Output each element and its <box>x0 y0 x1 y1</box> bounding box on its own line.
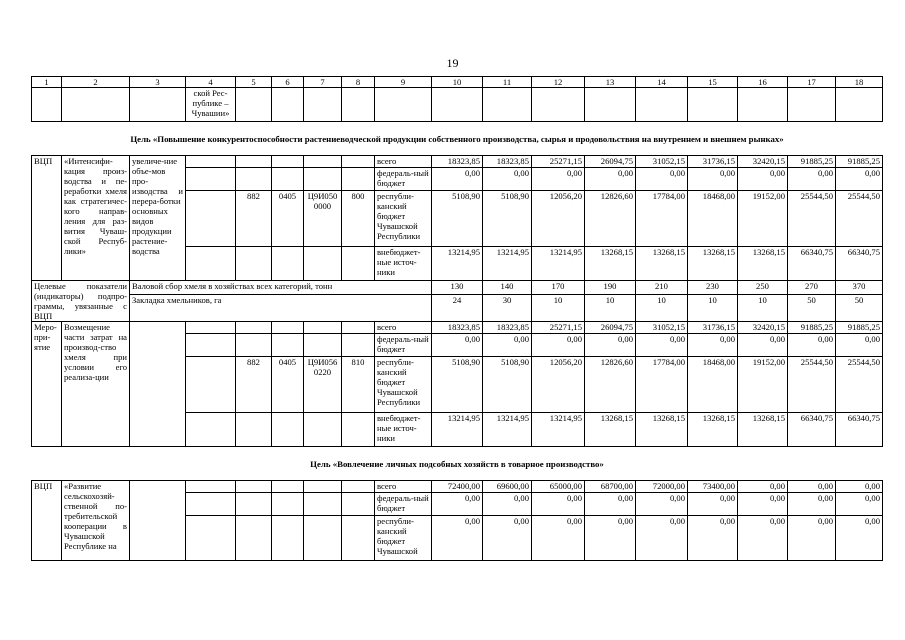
table-cell <box>342 481 375 493</box>
table-cell <box>236 322 272 334</box>
table-cell <box>130 88 186 122</box>
indicator-value: 130 <box>432 281 483 295</box>
vcp2-label: ВЦП <box>32 481 62 561</box>
table-cell <box>130 481 186 561</box>
table-cell <box>304 493 342 516</box>
indicator-name: Валовой сбор хмеля в хозяйствах всех категорий, тонн <box>130 281 432 295</box>
grbs-code: 882 <box>236 191 272 247</box>
indicator-value: 10 <box>636 295 688 322</box>
value-cell: 0,00 <box>688 516 738 561</box>
table-cell <box>186 168 236 191</box>
value-cell: 5108,90 <box>432 191 483 247</box>
column-header: 2 <box>62 77 130 88</box>
vcp-goal: увеличе-ние объе-мов про-изводства и перера-ботки основных видов продукции растение-водства <box>130 156 186 281</box>
indicator-value: 270 <box>788 281 836 295</box>
measure-row <box>32 322 883 334</box>
table-cell <box>788 88 836 122</box>
value-cell: 0,00 <box>738 516 788 561</box>
table-cell <box>236 156 272 168</box>
value-cell: 0,00 <box>483 493 532 516</box>
value-cell: 13268,15 <box>585 413 636 447</box>
value-cell: 18323,85 <box>483 322 532 334</box>
value-cell: 25271,15 <box>532 322 585 334</box>
indicator-value: 370 <box>836 281 883 295</box>
value-cell: 0,00 <box>636 168 688 191</box>
value-cell: 5108,90 <box>483 357 532 413</box>
value-cell: 0,00 <box>432 493 483 516</box>
column-header: 15 <box>688 77 738 88</box>
value-cell: 0,00 <box>636 493 688 516</box>
table-cell <box>304 247 342 281</box>
table-cell <box>304 413 342 447</box>
value-cell: 0,00 <box>836 493 883 516</box>
value-cell: 0,00 <box>788 493 836 516</box>
value-cell: 0,00 <box>532 493 585 516</box>
continuation-row <box>32 88 883 122</box>
table-cell <box>236 516 272 561</box>
table-cell <box>32 88 62 122</box>
value-cell: 13214,95 <box>432 247 483 281</box>
value-cell: 26094,75 <box>585 322 636 334</box>
value-cell: 72400,00 <box>432 481 483 493</box>
column-header: 9 <box>375 77 432 88</box>
indicator-value: 10 <box>532 295 585 322</box>
value-cell: 91885,25 <box>788 322 836 334</box>
value-cell: 13214,95 <box>483 413 532 447</box>
goal-heading <box>32 122 883 156</box>
value-cell: 32420,15 <box>738 156 788 168</box>
goal-heading-title: Цель «Повышение конкурентоспособности растениеводческой продукции собственного производства, сырья и продовольствия на внутреннем и внешнем рынках» <box>130 133 784 144</box>
value-cell: 0,00 <box>532 334 585 357</box>
column-header: 10 <box>432 77 483 88</box>
indicator-row <box>32 295 883 322</box>
value-cell: 91885,25 <box>836 156 883 168</box>
table-cell <box>304 334 342 357</box>
budget-table <box>31 76 883 561</box>
value-cell: 0,00 <box>532 516 585 561</box>
vr-code: 810 <box>342 357 375 413</box>
value-cell: 12826,60 <box>585 357 636 413</box>
value-cell: 69600,00 <box>483 481 532 493</box>
value-cell: 18323,85 <box>483 156 532 168</box>
value-cell: 12056,20 <box>532 357 585 413</box>
table-cell <box>186 357 236 413</box>
value-cell: 0,00 <box>585 493 636 516</box>
table-cell <box>272 413 304 447</box>
table-cell <box>342 156 375 168</box>
table-cell <box>304 481 342 493</box>
csr-code: Ц9И050 0000 <box>304 191 342 247</box>
table-cell <box>62 88 130 122</box>
column-header: 3 <box>130 77 186 88</box>
table-cell <box>236 168 272 191</box>
vcp2-row <box>32 481 883 493</box>
funding-source: федераль-ный бюджет <box>375 334 432 357</box>
table-cell <box>585 88 636 122</box>
vcp-row <box>32 156 883 168</box>
value-cell: 13268,15 <box>688 413 738 447</box>
value-cell: 18468,00 <box>688 191 738 247</box>
value-cell: 68700,00 <box>585 481 636 493</box>
table-cell <box>186 413 236 447</box>
goal-heading-text <box>32 122 883 156</box>
value-cell: 31736,15 <box>688 322 738 334</box>
value-cell: 17784,00 <box>636 357 688 413</box>
table-cell <box>272 156 304 168</box>
table-cell <box>272 481 304 493</box>
value-cell: 25544,50 <box>836 357 883 413</box>
indicator-value: 10 <box>585 295 636 322</box>
table-cell <box>186 481 236 493</box>
table-cell <box>186 493 236 516</box>
indicator-name: Закладка хмельников, га <box>130 295 432 322</box>
funding-source: федераль-ный бюджет <box>375 168 432 191</box>
value-cell: 25544,50 <box>788 191 836 247</box>
vcp-name: «Интенсифи-кация произ-водства и пе-реработки хмеля как стратегичес-кого направ-ления для раз-вития Чуваш-ской Респуб-лики» <box>62 156 130 281</box>
table-cell <box>272 493 304 516</box>
funding-source: внебюджет-ные источ-ники <box>375 247 432 281</box>
value-cell: 18468,00 <box>688 357 738 413</box>
value-cell: 12826,60 <box>585 191 636 247</box>
table-cell <box>272 88 304 122</box>
table-cell <box>236 247 272 281</box>
value-cell: 0,00 <box>738 493 788 516</box>
value-cell: 0,00 <box>738 481 788 493</box>
value-cell: 0,00 <box>432 516 483 561</box>
column-header: 14 <box>636 77 688 88</box>
value-cell: 13268,15 <box>636 413 688 447</box>
indicator-value: 140 <box>483 281 532 295</box>
table-cell <box>186 156 236 168</box>
value-cell: 0,00 <box>738 168 788 191</box>
value-cell: 91885,25 <box>788 156 836 168</box>
column-header: 11 <box>483 77 532 88</box>
table-cell <box>272 334 304 357</box>
value-cell: 32420,15 <box>738 322 788 334</box>
value-cell: 0,00 <box>636 334 688 357</box>
table-cell <box>236 481 272 493</box>
table-cell <box>236 493 272 516</box>
table-cell <box>304 156 342 168</box>
goal-heading-2-title: Цель «Вовлечение личных подсобных хозяйств в товарное производство» <box>310 458 604 469</box>
value-cell: 13268,15 <box>738 413 788 447</box>
funding-source: всего <box>375 156 432 168</box>
table-cell <box>236 334 272 357</box>
indicator-value: 10 <box>738 295 788 322</box>
value-cell: 5108,90 <box>483 191 532 247</box>
table-cell <box>636 88 688 122</box>
value-cell: 0,00 <box>483 516 532 561</box>
value-cell: 0,00 <box>788 481 836 493</box>
indicator-value: 24 <box>432 295 483 322</box>
value-cell: 73400,00 <box>688 481 738 493</box>
value-cell: 0,00 <box>432 168 483 191</box>
value-cell: 0,00 <box>432 334 483 357</box>
value-cell: 0,00 <box>836 516 883 561</box>
funding-source: всего <box>375 481 432 493</box>
table-cell <box>236 88 272 122</box>
value-cell: 13268,15 <box>636 247 688 281</box>
rzpr-code: 0405 <box>272 357 304 413</box>
value-cell: 13268,15 <box>585 247 636 281</box>
value-cell: 0,00 <box>836 334 883 357</box>
value-cell: 0,00 <box>483 334 532 357</box>
value-cell: 0,00 <box>532 168 585 191</box>
value-cell: 0,00 <box>788 516 836 561</box>
table-cell <box>342 88 375 122</box>
value-cell: 13214,95 <box>483 247 532 281</box>
table-cell: ской Рес-публике – Чувашии» <box>186 88 236 122</box>
table-cell <box>236 413 272 447</box>
value-cell: 66340,75 <box>836 247 883 281</box>
value-cell: 65000,00 <box>532 481 585 493</box>
table-cell <box>342 493 375 516</box>
table-cell <box>130 322 186 447</box>
table-cell <box>342 247 375 281</box>
column-header: 4 <box>186 77 236 88</box>
value-cell: 13268,15 <box>688 247 738 281</box>
indicator-value: 210 <box>636 281 688 295</box>
table-cell <box>186 191 236 247</box>
value-cell: 25544,50 <box>836 191 883 247</box>
funding-source: республи-канский бюджет Чувашской Республики <box>375 357 432 413</box>
value-cell: 0,00 <box>483 168 532 191</box>
value-cell: 19152,00 <box>738 357 788 413</box>
goal-heading-2-text <box>32 447 883 481</box>
funding-source: республи-канский бюджет Чувашской Республики <box>375 191 432 247</box>
table-cell <box>186 322 236 334</box>
value-cell: 13268,15 <box>738 247 788 281</box>
indicator-value: 10 <box>688 295 738 322</box>
value-cell: 0,00 <box>788 168 836 191</box>
value-cell: 0,00 <box>836 168 883 191</box>
column-header: 16 <box>738 77 788 88</box>
goal-heading-2 <box>32 447 883 481</box>
value-cell: 66340,75 <box>788 413 836 447</box>
table-cell <box>272 168 304 191</box>
table-cell <box>272 516 304 561</box>
table-cell <box>186 247 236 281</box>
column-header: 6 <box>272 77 304 88</box>
table-cell <box>304 516 342 561</box>
indicator-value: 230 <box>688 281 738 295</box>
vcp2-name: «Развитие сельскохозяй-ственной по-требительской кооперации в Чувашской Республике на <box>62 481 130 561</box>
value-cell: 13214,95 <box>432 413 483 447</box>
table-cell <box>304 88 342 122</box>
vcp-label: ВЦП <box>32 156 62 281</box>
funding-source: федераль-ный бюджет <box>375 493 432 516</box>
value-cell: 0,00 <box>688 168 738 191</box>
table-cell <box>272 322 304 334</box>
value-cell: 13214,95 <box>532 413 585 447</box>
column-header: 17 <box>788 77 836 88</box>
value-cell: 31736,15 <box>688 156 738 168</box>
value-cell: 19152,00 <box>738 191 788 247</box>
value-cell: 0,00 <box>636 516 688 561</box>
value-cell: 18323,85 <box>432 322 483 334</box>
value-cell: 5108,90 <box>432 357 483 413</box>
indicator-value: 250 <box>738 281 788 295</box>
vr-code: 800 <box>342 191 375 247</box>
value-cell: 31052,15 <box>636 322 688 334</box>
value-cell: 0,00 <box>836 481 883 493</box>
value-cell: 0,00 <box>688 334 738 357</box>
funding-source: внебюджет-ные источ-ники <box>375 413 432 447</box>
measure-name: Возмещение части затрат на производ-ство хмеля при условии его реализа-ции <box>62 322 130 447</box>
table-cell <box>342 516 375 561</box>
value-cell: 13214,95 <box>532 247 585 281</box>
value-cell: 25271,15 <box>532 156 585 168</box>
indicators-label: Целевые показатели (индикаторы) подпро-граммы, увязанные с ВЦП <box>32 281 130 322</box>
value-cell: 0,00 <box>585 168 636 191</box>
value-cell: 25544,50 <box>788 357 836 413</box>
value-cell: 91885,25 <box>836 322 883 334</box>
rzpr-code: 0405 <box>272 191 304 247</box>
column-header: 7 <box>304 77 342 88</box>
table-cell <box>432 88 483 122</box>
table-cell <box>272 247 304 281</box>
table-cell <box>186 334 236 357</box>
column-header: 13 <box>585 77 636 88</box>
table-cell <box>483 88 532 122</box>
column-header: 5 <box>236 77 272 88</box>
funding-source: республи-канский бюджет Чувашской <box>375 516 432 561</box>
value-cell: 0,00 <box>585 334 636 357</box>
column-header: 8 <box>342 77 375 88</box>
value-cell: 66340,75 <box>788 247 836 281</box>
indicator-value: 50 <box>788 295 836 322</box>
indicator-value: 190 <box>585 281 636 295</box>
column-header: 1 <box>32 77 62 88</box>
table-cell <box>304 168 342 191</box>
table-cell <box>342 168 375 191</box>
table-cell <box>342 334 375 357</box>
value-cell: 18323,85 <box>432 156 483 168</box>
value-cell: 17784,00 <box>636 191 688 247</box>
header-row <box>32 77 883 88</box>
page-number: 19 <box>446 56 459 70</box>
table-cell <box>738 88 788 122</box>
table-cell <box>342 413 375 447</box>
column-header: 12 <box>532 77 585 88</box>
table-cell <box>688 88 738 122</box>
indicator-value: 30 <box>483 295 532 322</box>
indicator-value: 170 <box>532 281 585 295</box>
table-cell <box>342 322 375 334</box>
funding-source: всего <box>375 322 432 334</box>
table-cell <box>375 88 432 122</box>
value-cell: 31052,15 <box>636 156 688 168</box>
value-cell: 66340,75 <box>836 413 883 447</box>
measure-label: Меро-при-ятие <box>32 322 62 447</box>
table-cell <box>186 516 236 561</box>
csr-code: Ц9И056 0220 <box>304 357 342 413</box>
table-cell <box>532 88 585 122</box>
indicator-value: 50 <box>836 295 883 322</box>
table-cell <box>304 322 342 334</box>
value-cell: 72000,00 <box>636 481 688 493</box>
value-cell: 0,00 <box>688 493 738 516</box>
grbs-code: 882 <box>236 357 272 413</box>
value-cell: 0,00 <box>738 334 788 357</box>
value-cell: 12056,20 <box>532 191 585 247</box>
value-cell: 0,00 <box>585 516 636 561</box>
value-cell: 0,00 <box>788 334 836 357</box>
indicator-row <box>32 281 883 295</box>
column-header: 18 <box>836 77 883 88</box>
value-cell: 26094,75 <box>585 156 636 168</box>
table-cell <box>836 88 883 122</box>
